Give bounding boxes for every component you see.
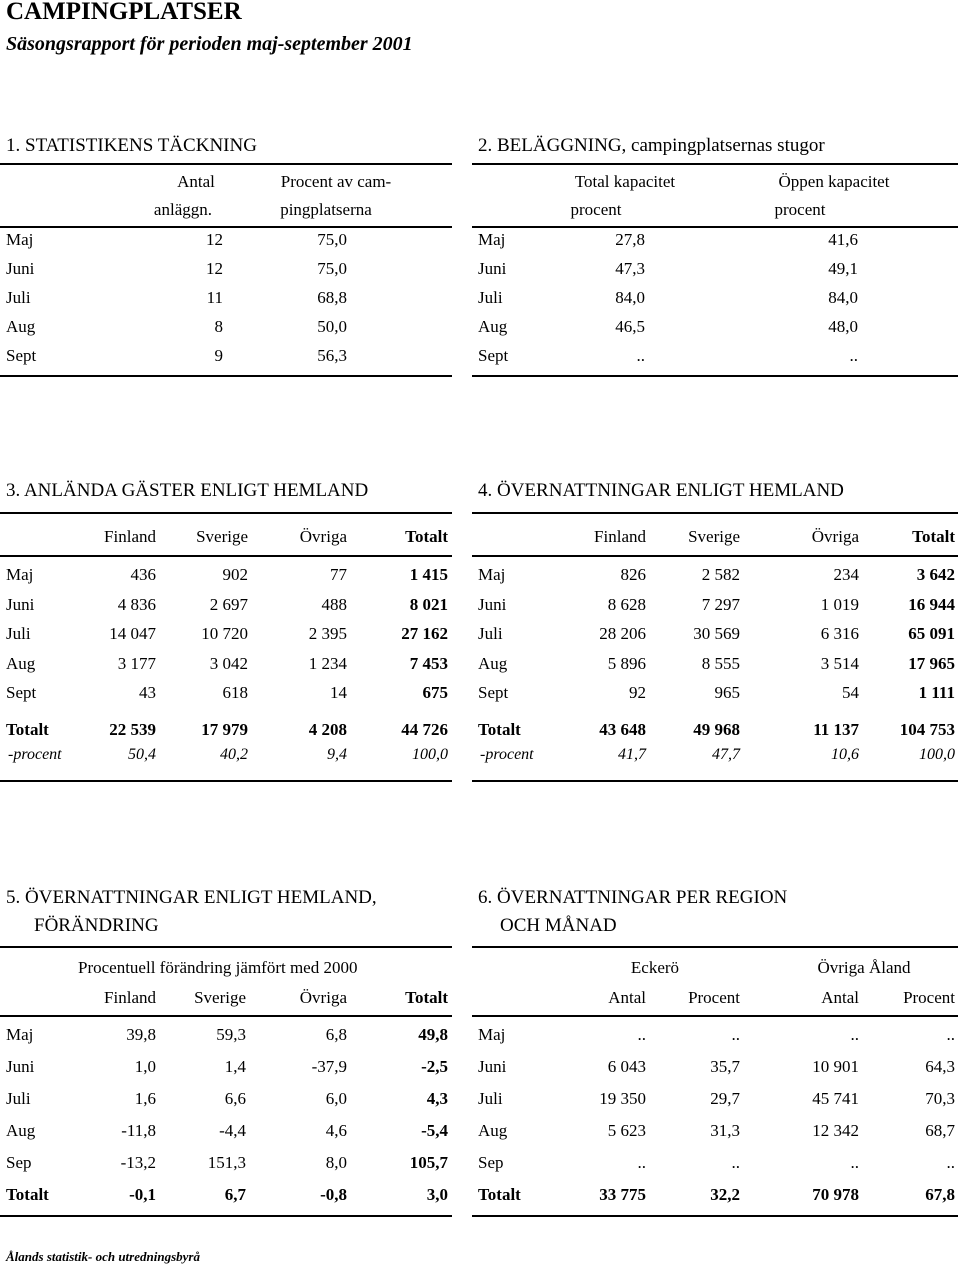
row-label: Aug [478,653,508,673]
table-cell: 65 091 [908,624,955,644]
table-cell: -13,2 [120,1153,156,1172]
table-cell: 35,7 [710,1057,740,1076]
column-header: Antal [608,988,646,1007]
table-cell: 1 415 [409,565,448,584]
table-cell: 84,0 [615,288,645,307]
total-cell: 22 539 [109,720,156,739]
table-cell: 7 453 [409,653,448,673]
table-cell: 826 [620,565,646,584]
table-cell: 4,6 [325,1121,347,1140]
section-6-rule-bottom [472,1215,958,1217]
column-header: Öppen kapacitet [778,172,890,191]
table-cell: 14 047 [109,624,156,644]
row-label: Sept [478,683,509,703]
table-cell: 68,7 [925,1121,955,1140]
row-label: Maj [478,565,506,584]
column-header: anläggn. [153,200,212,219]
total-cell: 17 979 [201,720,248,739]
table-cell: 1,0 [134,1057,156,1076]
row-label: Aug [6,317,36,336]
column-header: Totalt [405,527,448,546]
total-cell: 33 775 [599,1185,646,1204]
total-cell: 70 978 [812,1185,859,1204]
table-cell: 70,3 [925,1089,955,1108]
table-cell: 17 965 [908,653,955,673]
table-cell: 6,0 [325,1089,347,1108]
table-cell: 48,0 [828,317,858,336]
percent-cell: 47,7 [712,746,740,763]
table-cell: .. [636,346,645,365]
total-label: Totalt [478,720,521,739]
table-cell: 6,8 [325,1025,347,1044]
table-cell: -2,5 [421,1057,448,1076]
section-6-rule-top [472,946,958,948]
row-label: Juli [478,288,503,307]
table-cell: 6 043 [607,1057,646,1076]
section-1-heading: 1. STATISTIKENS TÄCKNING [6,135,257,156]
table-cell: 105,7 [409,1153,448,1172]
column-header: Övriga [811,527,859,546]
table-cell: 68,8 [317,288,347,307]
table-cell: 1 019 [820,594,859,614]
total-cell: 3,0 [426,1185,448,1204]
table-cell: 84,0 [828,288,858,307]
table-cell: 49,1 [828,259,858,278]
section-6-rule-head [472,1015,958,1017]
total-cell: 11 137 [813,720,859,739]
table-cell: 29,7 [710,1089,740,1108]
table-cell: .. [849,346,858,365]
table-cell: 3 642 [916,565,955,584]
table-cell: -37,9 [311,1057,347,1076]
table-cell: 8,0 [325,1153,347,1172]
table-cell: .. [731,1153,740,1172]
table-cell: 6,6 [224,1089,246,1108]
row-label: Juli [478,1089,503,1108]
column-header: Övriga [299,988,347,1007]
total-cell: 4 208 [308,720,347,739]
row-label: Aug [478,317,508,336]
table-cell: 39,8 [126,1025,156,1044]
total-cell: 43 648 [599,720,646,739]
total-label: Totalt [6,1185,49,1204]
row-label: Juni [6,259,35,278]
row-label: Juni [478,1057,507,1076]
table-cell: 75,0 [317,230,347,249]
table-cell: 75,0 [317,259,347,278]
column-header: Finland [594,527,646,546]
table-cell: 5 896 [607,653,646,673]
table-cell: .. [850,1153,859,1172]
row-label: Aug [6,653,36,673]
total-cell: 104 753 [899,720,955,739]
section-5-rule-head [0,1015,452,1017]
section-6-heading-line2: OCH MÅNAD [500,915,617,936]
table-cell: 12 [206,230,223,249]
table-cell: 19 350 [599,1089,646,1108]
row-label: Juli [6,288,31,307]
table-cell: 43 [139,683,156,703]
footer-text: Ålands statistik- och utredningsbyrå [6,1249,200,1264]
percent-label: -procent [480,746,534,763]
total-cell: 6,7 [224,1185,246,1204]
percent-cell: 50,4 [128,746,156,763]
column-header: procent [774,200,826,219]
table-cell: 2 697 [209,594,248,614]
column-header: Totalt [405,988,448,1007]
s3-rule-head [0,555,452,557]
table-cell: .. [731,1025,740,1044]
table-cell: .. [946,1153,955,1172]
row-label: Juni [478,259,507,278]
table-cell: 12 [206,259,223,278]
page-title: CAMPINGPLATSER [6,0,242,25]
table-cell: 1,4 [224,1057,246,1076]
table-cell: 45 741 [812,1089,859,1108]
table-cell: 31,3 [710,1121,740,1140]
percent-cell: 40,2 [220,746,248,763]
table-cell: 27,8 [615,230,645,249]
table-cell: 56,3 [317,346,347,365]
table-cell: .. [637,1025,646,1044]
table-cell: 30 569 [693,624,740,644]
table-cell: 12 342 [812,1121,859,1140]
table-cell: 1 111 [918,683,955,703]
table-cell: 28 206 [599,624,646,644]
row-label: Maj [478,1025,506,1044]
table-cell: 41,6 [828,230,858,249]
table-cell: 59,3 [216,1025,246,1044]
column-header: procent [570,200,622,219]
table-cell: 54 [842,683,859,703]
row-label: Juli [478,624,503,644]
total-cell: -0,1 [129,1185,156,1204]
row-label: Aug [478,1121,508,1140]
row-label: Aug [6,1121,36,1140]
table-cell: 6 316 [820,624,859,644]
table-cell: 92 [629,683,646,703]
column-header: Procent [903,988,955,1007]
table-cell: .. [946,1025,955,1044]
column-header: Sverige [688,527,740,546]
column-header: Övriga [299,527,347,546]
table-cell: 9 [214,346,223,365]
section-3-heading: 3. ANLÄNDA GÄSTER ENLIGT HEMLAND [6,480,369,501]
column-header: Sverige [194,988,246,1007]
percent-cell: 100,0 [412,746,448,763]
total-cell: 67,8 [925,1185,955,1204]
row-label: Sept [478,346,509,365]
percent-cell: 10,6 [831,746,859,763]
column-group-header: Procentuell förändring jämfört med 2000 [78,958,358,977]
table-cell: 47,3 [615,259,645,278]
table-cell: 64,3 [925,1057,955,1076]
table-cell: 77 [330,565,347,584]
section-5-rule-top [0,946,452,948]
row-label: Sept [6,683,37,703]
table-cell: 2 582 [701,565,740,584]
s3-rule-bottom [0,780,452,782]
table-cell: 10 901 [812,1057,859,1076]
table-cell: 8 555 [701,653,740,673]
table-cell: .. [850,1025,859,1044]
row-label: Sep [478,1153,504,1172]
section-1-rule-bottom [0,375,452,377]
table-cell: 436 [130,565,156,584]
table-cell: 8 021 [409,594,448,614]
table-cell: 1,6 [134,1089,156,1108]
table-cell: .. [637,1153,646,1172]
row-label: Sept [6,346,37,365]
column-header: pingplatserna [280,200,372,219]
section-4-heading: 4. ÖVERNATTNINGAR ENLIGT HEMLAND [478,480,844,501]
column-header: Totalt [912,527,955,546]
table-cell: 50,0 [317,317,347,336]
row-label: Juni [478,594,507,614]
row-label: Maj [6,230,34,249]
section-2-rule-top [472,163,958,165]
table-cell: 4 836 [117,594,156,614]
column-group-header: Övriga Åland [817,958,911,977]
percent-cell: 41,7 [618,746,646,763]
percent-label: -procent [8,746,62,763]
percent-cell: 9,4 [327,746,347,763]
total-cell: 44 726 [401,720,448,739]
section-2-rule-bottom [472,375,958,377]
total-cell: -0,8 [320,1185,347,1204]
table-cell: 3 042 [209,653,248,673]
table-cell: 16 944 [908,594,955,614]
column-header: Finland [104,527,156,546]
section-6-heading: 6. ÖVERNATTNINGAR PER REGION [478,887,788,908]
page-subtitle: Säsongsrapport för perioden maj-september 2001 [6,33,413,55]
table-cell: 2 395 [308,624,347,644]
column-header: Procent [688,988,740,1007]
column-header: Finland [104,988,156,1007]
column-header: Antal [821,988,859,1007]
column-header: Procent av cam- [280,172,392,191]
row-label: Juni [6,594,35,614]
row-label: Maj [478,230,506,249]
table-cell: 14 [330,683,347,703]
table-cell: 902 [222,565,248,584]
table-cell: 46,5 [615,317,645,336]
column-header: Sverige [196,527,248,546]
section-2-rule-head [472,226,958,228]
table-cell: 4,3 [426,1089,448,1108]
section-5-heading: 5. ÖVERNATTNINGAR ENLIGT HEMLAND, [6,887,377,908]
s3-rule-top [0,512,452,514]
row-label: Juli [6,1089,31,1108]
section-1-rule-head [0,226,452,228]
total-label: Totalt [6,720,49,739]
s4-rule-head [472,555,958,557]
total-cell: 49 968 [693,720,740,739]
s4-rule-top [472,512,958,514]
row-label: Maj [6,1025,34,1044]
section-5-heading-line2: FÖRÄNDRING [34,915,159,936]
column-group-header: Eckerö [630,958,680,977]
table-cell: 7 297 [701,594,740,614]
row-label: Juni [6,1057,35,1076]
section-5-rule-bottom [0,1215,452,1217]
table-cell: -4,4 [219,1121,246,1140]
section-1-rule-top [0,163,452,165]
s4-rule-bottom [472,780,958,782]
table-cell: 675 [422,683,448,703]
table-cell: 11 [206,288,223,307]
section-2-heading: 2. BELÄGGNING, campingplatsernas stugor [478,135,825,156]
percent-cell: 100,0 [919,746,955,763]
row-label: Juli [6,624,31,644]
table-cell: 27 162 [401,624,448,644]
table-cell: 618 [222,683,248,703]
total-cell: 32,2 [710,1185,740,1204]
table-cell: 10 720 [201,624,248,644]
table-cell: 234 [833,565,859,584]
table-cell: -5,4 [421,1121,448,1140]
table-cell: -11,8 [121,1121,156,1140]
table-cell: 965 [714,683,740,703]
table-cell: 8 628 [607,594,646,614]
table-cell: 1 234 [308,653,347,673]
table-cell: 49,8 [418,1025,448,1044]
table-cell: 8 [214,317,223,336]
row-label: Maj [6,565,34,584]
total-label: Totalt [478,1185,521,1204]
column-header: Total kapacitet [574,172,676,191]
row-label: Sep [6,1153,32,1172]
table-cell: 488 [321,594,347,614]
column-header: Antal [177,172,215,191]
table-cell: 151,3 [207,1153,246,1172]
table-cell: 3 514 [820,653,859,673]
table-cell: 3 177 [117,653,156,673]
table-cell: 5 623 [607,1121,646,1140]
